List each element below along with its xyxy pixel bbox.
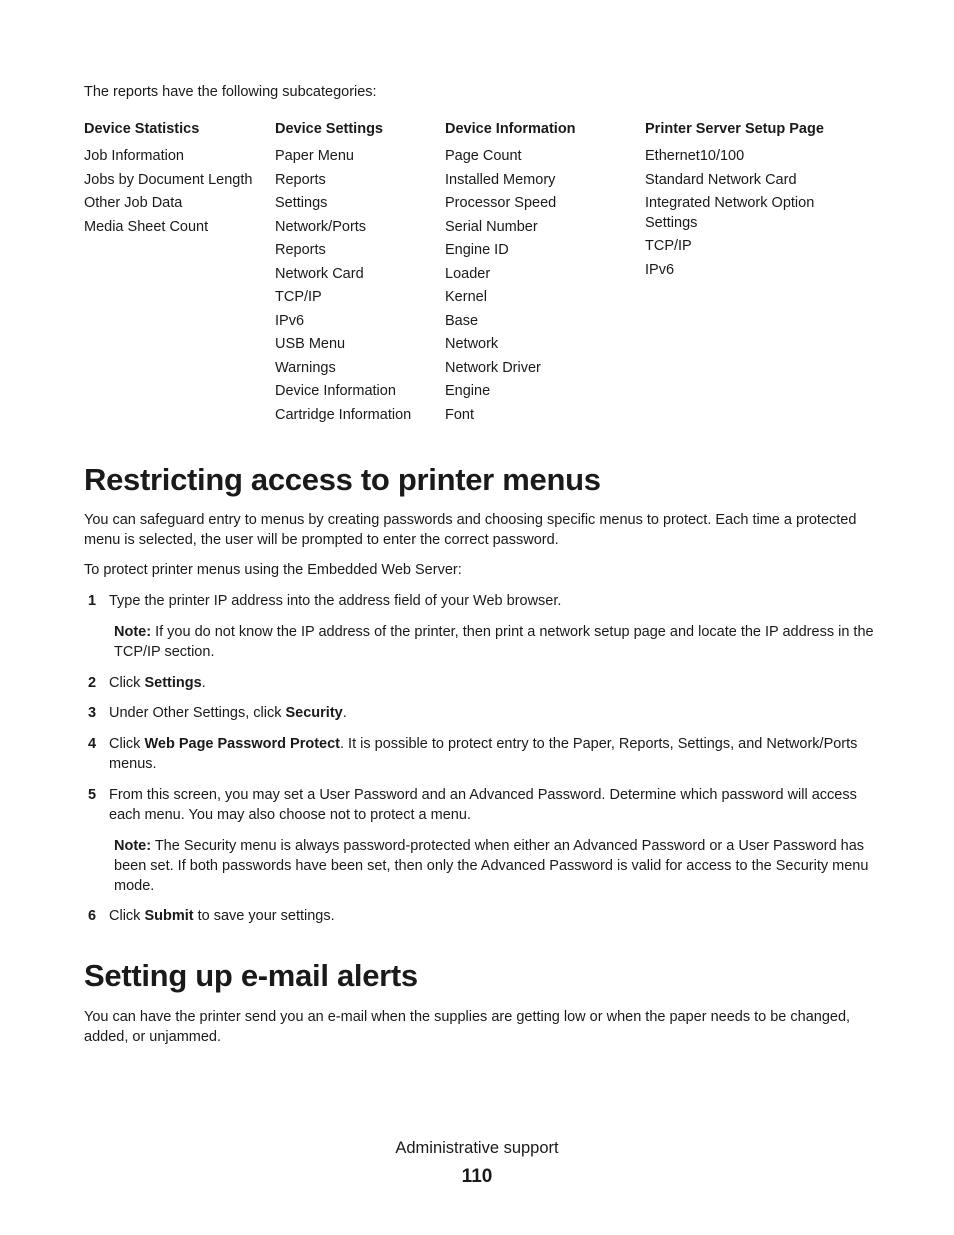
list-item: TCP/IP <box>645 238 692 254</box>
step-1 <box>84 591 874 611</box>
note-ip-address <box>114 622 874 662</box>
list-item: Installed Memory <box>445 171 556 188</box>
list-item: Base <box>445 312 479 329</box>
section1-procedure-intro: To protect printer menus using the Embedded Web Server: <box>84 562 462 578</box>
list-item: Reports <box>275 171 326 188</box>
step-number: 2 <box>88 675 97 691</box>
list-item: USB Menu <box>275 336 346 352</box>
list-item: Paper Menu <box>275 148 354 164</box>
step-text-bold: Settings <box>144 675 202 691</box>
list-item: Loader <box>445 265 491 282</box>
step-6 <box>84 906 874 926</box>
note-label: Note: <box>114 624 152 640</box>
list-item: Kernel <box>445 289 487 305</box>
list-item: Media Sheet Count <box>84 218 209 235</box>
note-text: The Security menu is always password-protected when either an Advanced Password or a User Password has been set. If both passwords have been set, then only the Advanced Password is valid for access to the Security menu mode. <box>114 838 869 894</box>
list-item: Page Count <box>445 148 522 164</box>
section-heading-email-alerts: Setting up e-mail alerts <box>84 958 418 993</box>
section2-paragraph: You can have the printer send you an e-mail when the supplies are getting low or when the paper needs to be changed, added, or unjammed. <box>84 1009 851 1045</box>
list-item: Serial Number <box>445 218 538 235</box>
list-item: Other Job Data <box>84 195 183 211</box>
list-item: Engine <box>445 383 491 399</box>
column-device-information <box>445 119 635 429</box>
list-item: TCP/IP <box>275 289 322 305</box>
step-text: Type the printer IP address into the address field of your Web browser. <box>109 593 562 609</box>
list-item: Font <box>445 406 475 423</box>
step-text <box>109 734 874 774</box>
step-number: 6 <box>88 908 97 924</box>
column-header: Printer Server Setup Page <box>645 121 824 137</box>
list-item: Engine ID <box>445 242 509 258</box>
list-item: Job Information <box>84 148 184 164</box>
list-item: Reports <box>275 242 326 258</box>
column-header: Device Statistics <box>84 121 200 137</box>
list-item: Cartridge Information <box>275 406 412 423</box>
footer-section-title: Administrative support <box>395 1139 559 1157</box>
step-text-bold: Submit <box>144 908 194 924</box>
list-item: Processor Speed <box>445 195 557 211</box>
step-text: From this screen, you may set a User Password and an Advanced Password. Determine which password will access each menu. You may also choose not to protect a menu. <box>109 787 857 823</box>
column-printer-server-setup <box>645 119 845 284</box>
list-item: Network <box>445 336 499 352</box>
step-text-bold: Web Page Password Protect <box>144 736 340 752</box>
step-number: 4 <box>88 736 97 752</box>
section-heading-restricting-access: Restricting access to printer menus <box>84 462 601 497</box>
step-text-pre: Click <box>109 908 145 924</box>
step-number: 3 <box>88 705 97 721</box>
step-text-post: . <box>201 675 206 691</box>
step-text <box>109 673 874 693</box>
list-item: Network Driver <box>445 359 541 376</box>
step-text <box>109 703 874 723</box>
step-number: 5 <box>88 787 97 803</box>
step-number: 1 <box>88 593 97 609</box>
note-label: Note: <box>114 838 152 854</box>
list-item: Settings <box>275 195 328 211</box>
intro-text: The reports have the following subcategories: <box>84 84 377 100</box>
note-text: If you do not know the IP address of the printer, then print a network setup page and locate the IP address in the TCP/IP section. <box>114 624 874 660</box>
subcategory-table <box>84 119 884 439</box>
list-item: IPv6 <box>645 261 675 278</box>
step-5 <box>84 785 874 825</box>
list-item: IPv6 <box>275 312 305 329</box>
step-text-pre: Under Other Settings, click <box>109 705 286 721</box>
list-item: Device Information <box>275 383 396 399</box>
step-text-pre: Click <box>109 736 145 752</box>
step-2 <box>84 673 874 693</box>
list-item: Network/Ports <box>275 218 367 235</box>
list-item: Warnings <box>275 359 336 376</box>
list-item: Ethernet10/100 <box>645 148 745 164</box>
column-device-settings <box>275 119 440 429</box>
list-item: Jobs by Document Length <box>84 171 253 188</box>
column-header: Device Information <box>445 121 576 137</box>
list-item: Network Card <box>275 265 364 282</box>
column-header: Device Settings <box>275 121 383 137</box>
list-item: Standard Network Card <box>645 171 797 188</box>
list-item: Integrated Network Option Settings <box>645 195 815 231</box>
section1-paragraph: You can safeguard entry to menus by creating passwords and choosing specific menus to protect. Each time a protected menu is selected, the user will be prompted to enter the correct password. <box>84 512 857 548</box>
column-device-statistics <box>84 119 269 241</box>
step-text-post: . It is possible to protect entry to the Paper, Reports, Settings, and Network/Ports menus. <box>109 736 858 772</box>
step-text-post: to save your settings. <box>193 908 335 924</box>
step-text-post: . <box>342 705 347 721</box>
page-number: 110 <box>461 1166 493 1187</box>
step-text-bold: Security <box>285 705 343 721</box>
step-4 <box>84 734 874 774</box>
step-3 <box>84 703 874 723</box>
note-security-menu <box>114 836 874 896</box>
step-text-pre: Click <box>109 675 145 691</box>
step-text <box>109 906 874 926</box>
